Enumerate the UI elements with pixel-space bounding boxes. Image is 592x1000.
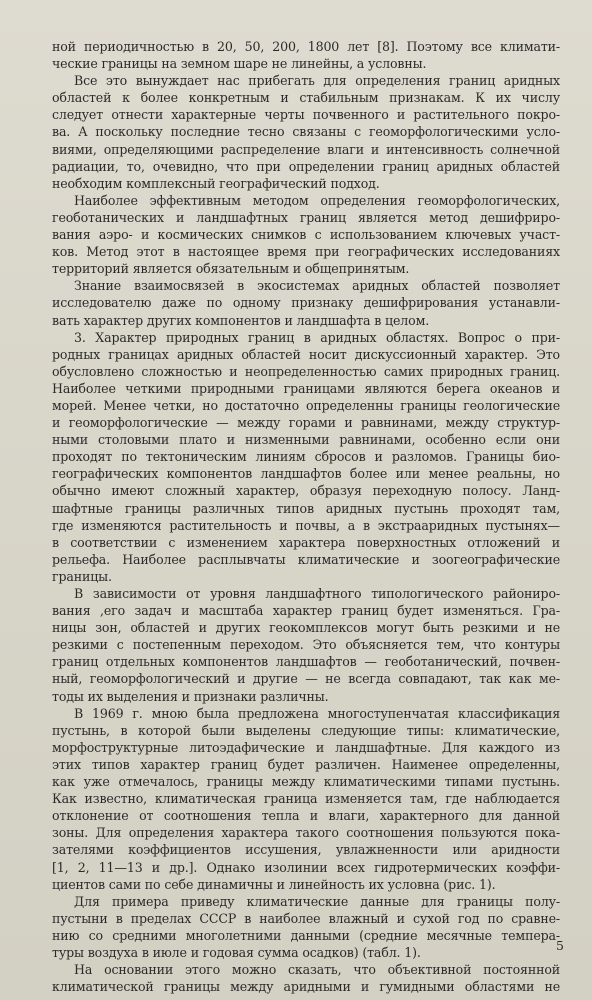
text-line: рельефа. Наиболее расплывчаты климатические и зоогеографические bbox=[52, 551, 560, 567]
text-line: циентов сами по себе динамичны и линейность их условна (рис. 1). bbox=[52, 876, 496, 892]
text-line: ва. А поскольку последние тесно связаны с геоморфологическими усло- bbox=[52, 124, 560, 140]
text-line: обычно имеют сложный характер, образуя переходную полосу. Ланд- bbox=[52, 483, 560, 499]
text-line: областей к более конкретным и стабильным признакам. К их числу bbox=[52, 90, 560, 106]
text-line: необходим комплексный географический подход. bbox=[52, 175, 380, 191]
text-line: следует отнести характерные черты почвенного и растительного покро- bbox=[52, 107, 560, 123]
text-line: нию со средними многолетними данными (средние месячные темпера- bbox=[52, 927, 560, 943]
text-line: ной периодичностью в 20, 50, 200, 1800 лет [8]. Поэтому все климати- bbox=[52, 39, 560, 54]
text-line: резкими с постепенным переходом. Это объясняется тем, что контуры bbox=[52, 637, 560, 653]
text-line: радиации, то, очевидно, что при определении границ аридных областей bbox=[52, 158, 560, 174]
text-line: отклонение от соотношения тепла и влаги, характерного для данной bbox=[52, 808, 560, 824]
text-line: морфоструктурные литоэдафические и ландшафтные. Для каждого из bbox=[52, 739, 560, 755]
text-line: Наиболее эффективным методом определения геоморфологических, bbox=[74, 192, 560, 208]
text-line: На основании этого можно сказать, что объективной постоянной bbox=[74, 962, 560, 978]
text-line: Все это вынуждает нас прибегать для определения границ аридных bbox=[74, 73, 560, 89]
text-line: Наиболее четкими природными границами являются берега океанов и bbox=[52, 380, 560, 396]
text-line: границ отдельных компонентов ландшафтов — геоботанический, почвен- bbox=[52, 654, 560, 670]
text-line: зателями коэффициентов иссушения, увлажненности или аридности bbox=[52, 842, 560, 858]
text-line: территорий является обязательным и общепринятым. bbox=[52, 261, 410, 277]
text-line: родных границах аридных областей носит дискуссионный характер. Это bbox=[52, 346, 560, 362]
text-line: климатической границы между аридными и гумидными областями не bbox=[52, 979, 560, 995]
text-line: В зависимости от уровня ландшафтного типологического райониро- bbox=[74, 586, 560, 601]
text-line: виями, определяющими распределение влаги и интенсивность солнечной bbox=[52, 141, 560, 157]
text-line: и геоморфологические — между горами и равнинами, между структур- bbox=[52, 415, 560, 431]
page-number: 5 bbox=[556, 938, 564, 953]
text-line: где изменяются растительность и почвы, а в экстрааридных пустынях— bbox=[52, 517, 560, 533]
text-line: пустыни в пределах СССР в наиболее влажный и сухой год по сравне- bbox=[52, 910, 560, 926]
text-line: ными столовыми плато и низменными равнинами, особенно если они bbox=[52, 432, 560, 448]
text-line: географических компонентов ландшафтов более или менее реальны, но bbox=[52, 466, 560, 482]
text-line: [1, 2, 11—13 и др.]. Однако изолинии всех гидротермических коэффи- bbox=[52, 859, 560, 875]
text-line: Для примера приведу климатические данные для границы полу- bbox=[74, 893, 560, 909]
text-line: границы. bbox=[52, 568, 112, 584]
text-line: проходят по тектоническим линиям сбросов и разломов. Границы био- bbox=[52, 449, 560, 465]
text-line: пустынь, в которой были выделены следующие типы: климатические, bbox=[52, 722, 560, 738]
text-line: вания аэро- и космических снимков с использованием ключевых участ- bbox=[52, 227, 560, 243]
text-line: обусловлено сложностью и неопределенностью самих природных границ. bbox=[52, 363, 560, 379]
text-line: ный, геоморфологический и другие — не всегда совпадают, так как ме- bbox=[52, 671, 560, 687]
text-line: туры воздуха в июле и годовая сумма осадков) (табл. 1). bbox=[52, 944, 421, 960]
text-line: этих типов характер границ будет различен. Наименее определенны, bbox=[52, 756, 560, 772]
text-line: ков. Метод этот в настоящее время при географических исследованиях bbox=[52, 244, 560, 260]
body-text bbox=[52, 38, 560, 995]
text-line: тоды их выделения и признаки различны. bbox=[52, 688, 329, 704]
text-line: в соответствии с изменением характера поверхностных отложений и bbox=[52, 534, 560, 550]
text-line: геоботанических и ландшафтных границ является метод дешифриро- bbox=[52, 209, 560, 225]
text-line: Как известно, климатическая граница изменяется там, где наблюдается bbox=[52, 791, 560, 807]
text-line: вать характер других компонентов и ландшафта в целом. bbox=[52, 312, 430, 328]
text-line: В 1969 г. мною была предложена многоступенчатая классификация bbox=[74, 705, 560, 721]
text-line: как уже отмечалось, границы между климатическими типами пустынь. bbox=[52, 774, 560, 790]
text-line: 3. Характер природных границ в аридных областях. Вопрос о при- bbox=[74, 329, 560, 345]
text-line: зоны. Для определения характера такого соотношения пользуются пока- bbox=[52, 825, 560, 841]
text-line: Знание взаимосвязей в экосистемах аридных областей позволяет bbox=[74, 278, 560, 294]
text-line: исследователю даже по одному признаку дешифрирования устанавли- bbox=[52, 295, 560, 311]
text-line: морей. Менее четки, но достаточно определенны границы геологические bbox=[52, 397, 560, 413]
text-line: шафтные границы различных типов аридных пустынь проходят там, bbox=[52, 500, 560, 516]
text-line: ческие границы на земном шаре не линейны, а условны. bbox=[52, 56, 427, 72]
text-line: вания ,его задач и масштаба характер границ будет изменяться. Гра- bbox=[52, 603, 560, 619]
text-line: ницы зон, областей и других геокомплексов могут быть резкими и не bbox=[52, 620, 560, 636]
